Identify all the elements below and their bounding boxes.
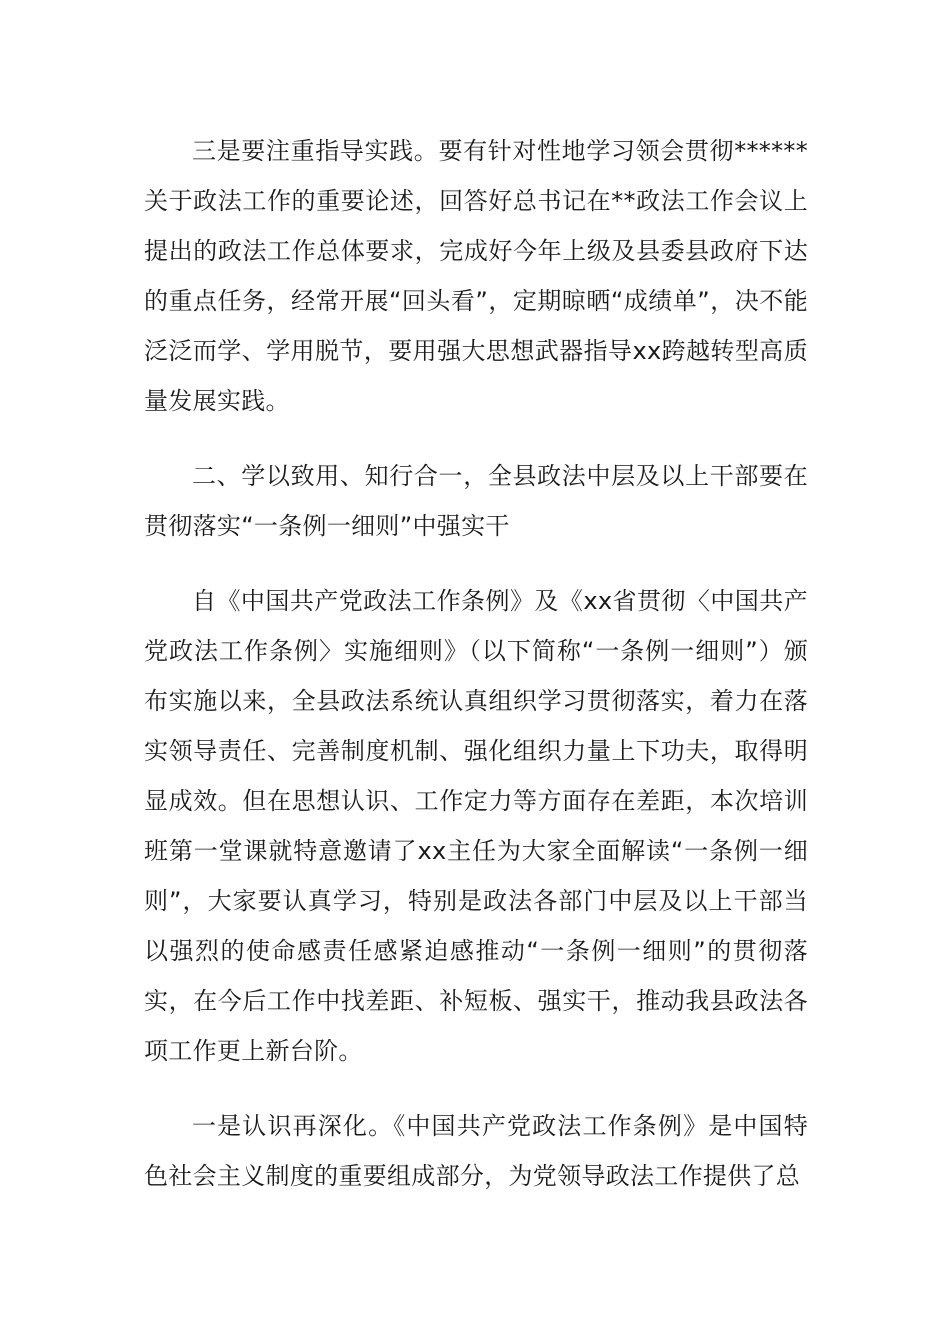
paragraph-regulations: 自《中国共产党政法工作条例》及《xx省贯彻〈中国共产党政法工作条例〉实施细则》（以下简称“一条例一细则”）颁布实施以来，全县政法系统认真组织学习贯彻落实，着力在落实领导责任、完善制度机制、强化组织力量上下功夫，取得明显成效。但在思想认识、工作定力等方面存在差距，本次培训班第一堂课就特意邀请了xx主任为大家全面解读“一条例一细则”，大家要认真学习，特别是政法各部门中层及以上干部当以强烈的使命感责任感紧迫感推动“一条例一细则”的贯彻落实，在今后工作中找差距、补短板、强实干，推动我县政法各项工作更上新台阶。: [144, 587, 808, 1065]
document-body: [144, 126, 808, 1201]
paragraph-practice-guidance: 三是要注重指导实践。要有针对性地学习领会贯彻******关于政法工作的重要论述，回答好总书记在**政法工作会议上提出的政法工作总体要求，完成好今年上级及县委县政府下达的重点任务，经常开展“回头看”，定期晾晒“成绩单”，决不能泛泛而学、学用脱节，要用强大思想武器指导xx跨越转型高质量发展实践。: [144, 137, 808, 415]
paragraph-understanding: 一是认识再深化。《中国共产党政法工作条例》是中国特色社会主义制度的重要组成部分，为党领导政法工作提供了总: [144, 1112, 808, 1190]
section-heading-two: 二、学以致用、知行合一，全县政法中层及以上干部要在贯彻落实“一条例一细则”中强实干: [144, 462, 808, 540]
